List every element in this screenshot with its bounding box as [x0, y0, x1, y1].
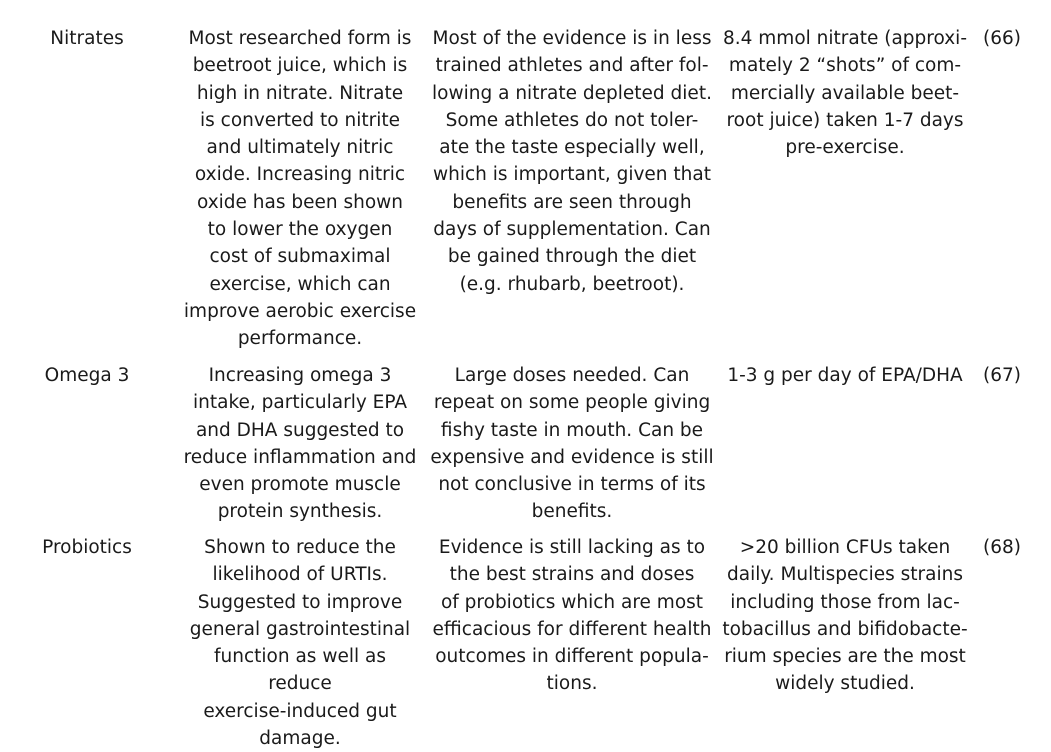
supplement-name: Probiotics — [42, 537, 132, 558]
supplement-description: Shown to reduce the likelihood of URTIs. Suggested to improve general gastrointestinal function as well as reduce exercise-induced gut damage. — [189, 537, 411, 750]
supplement-description: Most researched form is beetroot juice, which is high in nitrate. Nitrate is converted to nitrite and ultimately nitric oxide. Increasing nitric oxide has been shown to lower the oxygen cost of submaximal exercise, which can improve aerobic exercise performance. — [183, 28, 417, 350]
supplement-reference: (67) — [983, 365, 1021, 386]
supplement-considerations: Most of the evidence is in less trained athletes and after fol- lowing a nitrate depleted diet. Some athletes do not toler- ate the taste especially well, which is important, given that benefits are seen through days of supplementation. Can be gained through the diet (e.g. rhubarb, beetroot). — [432, 28, 712, 295]
supplement-dose: 8.4 mmol nitrate (approxi- mately 2 “shots” of com- mercially available beet- root juice) taken 1-7 days pre-exercise. — [722, 28, 967, 159]
supplement-considerations: Evidence is still lacking as to the best strains and doses of probiotics which are most efficacious for different health outcomes in different popula- tions. — [432, 537, 712, 695]
supplement-description: Increasing omega 3 intake, particularly EPA and DHA suggested to reduce inflammation and even promote muscle protein synthesis. — [183, 365, 417, 523]
supplement-name: Nitrates — [50, 28, 124, 49]
supplement-reference: (68) — [983, 537, 1021, 558]
supplement-name: Omega 3 — [44, 365, 130, 386]
supplement-dose: 1-3 g per day of EPA/DHA — [727, 365, 963, 386]
supplement-dose: >20 billion CFUs taken daily. Multispecies strains including those from lac- tobacillus and bifidobacte- rium species are the most widely studied. — [722, 537, 968, 695]
supplement-considerations: Large doses needed. Can repeat on some people giving fishy taste in mouth. Can be expensive and evidence is still not conclusive in terms of its benefits. — [430, 365, 714, 523]
supplement-reference: (66) — [983, 28, 1021, 49]
